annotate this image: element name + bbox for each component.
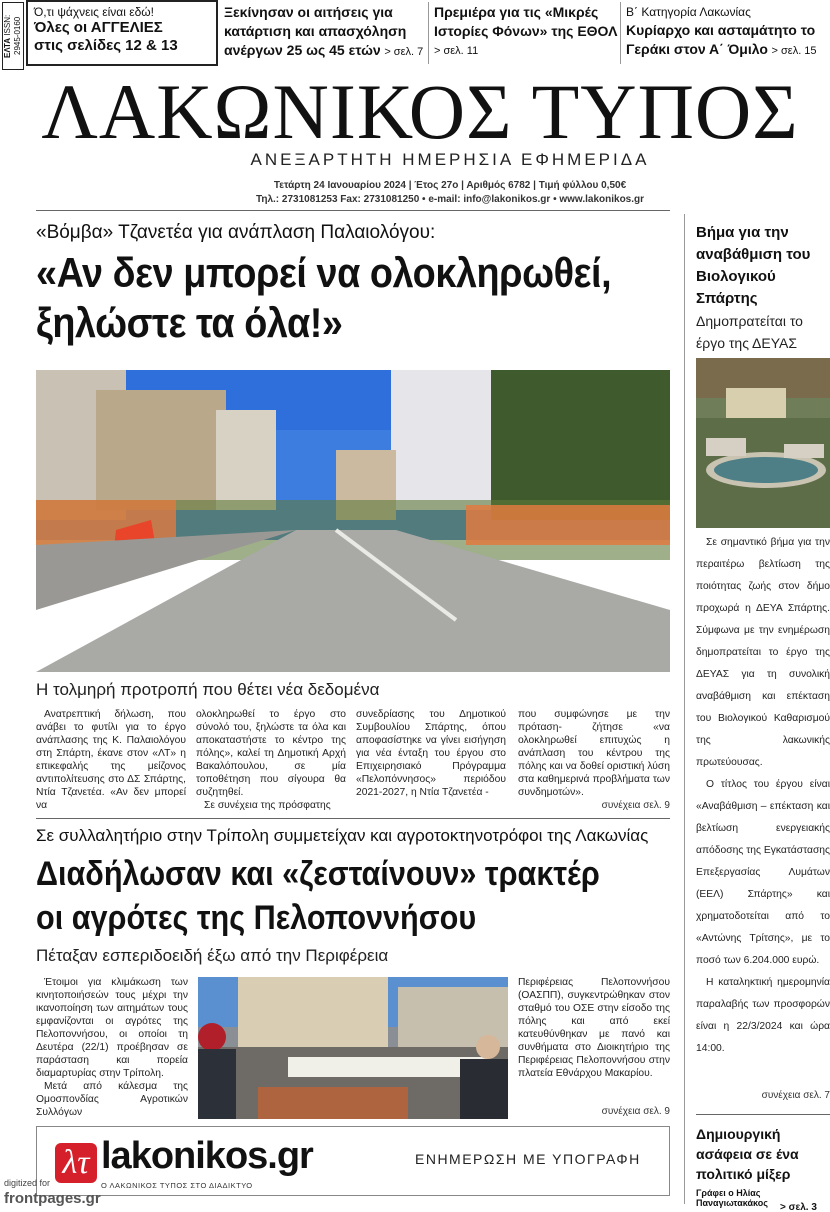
masthead-title: ΛΑΚΩΝΙΚΟΣ ΤΥΠΟΣ — [41, 68, 799, 155]
teaser-ref: > σελ. 7 — [384, 46, 424, 58]
rule — [696, 1114, 830, 1115]
lead-kicker: «Βόμβα» Τζανετέα για ανάπλαση Παλαιολόγου: — [36, 222, 436, 243]
sidebar-text-3: Η καταληκτική ημερομηνία παραλαβής των προσφορών είναι η 22/3/2024 και ώρα 14:00. — [696, 977, 830, 1054]
teaser-premiere[interactable] — [434, 3, 618, 60]
classifieds-promo[interactable] — [26, 0, 218, 66]
lead-continued[interactable]: συνέχεια σελ. 9 — [601, 800, 670, 811]
source-site: frontpages.gr — [4, 1190, 101, 1207]
rule — [36, 210, 670, 211]
protest-photo — [198, 977, 508, 1119]
teaser-text: Πρεμιέρα για τις «Μικρές Ιστορίες Φόνων» της ΕΘΟΛ — [434, 4, 618, 39]
sidebar-divider — [684, 214, 685, 1204]
teaser-football[interactable] — [626, 3, 830, 60]
sidebar-continued[interactable]: συνέχεια σελ. 7 — [761, 1090, 830, 1101]
teaser-text: Ξεκίνησαν οι αιτήσεις για κατάρτιση και απασχόληση ανέργων 25 ως 45 ετών — [224, 4, 407, 58]
lead-caption: Η τολμηρή προτροπή που θέτει νέα δεδομένα — [36, 680, 380, 699]
lead-text-1: Ανατρεπτική δήλωση, που ανάβει το φυτίλι για το έργο ανάπλασης της Κ. Παλαιολόγου στη Σπάρτη, έκανε στον «ΛΤ» η επικεφαλής της μείζονος αντιπολίτευσης στο ΔΣ Σπάρτης, Ντία Τζανετέα. «Αν δεν μπορεί να — [36, 709, 186, 811]
lead-headline[interactable]: «Αν δεν μπορεί να ολοκληρωθεί, ξηλώστε τα όλα!» — [36, 249, 612, 346]
lead-column-4 — [518, 708, 670, 812]
farmers-column-2 — [518, 976, 670, 1080]
rule — [36, 818, 670, 819]
divider — [428, 2, 429, 64]
lakonikos-logo-icon: λτ — [55, 1143, 97, 1183]
contact-info: Τηλ.: 2731081253 Fax: 2731081250 • e-mail: info@lakonikos.gr • www.lakonikos.gr — [255, 194, 645, 205]
promo-line-1: Ό,τι ψάχνεις είναι εδώ! — [34, 5, 154, 19]
promo-line-3: στις σελίδες 12 & 13 — [34, 37, 178, 54]
digitized-label: digitized for — [4, 1178, 51, 1188]
farmers-column-1 — [36, 976, 188, 1119]
teaser-ref: > σελ. 15 — [771, 45, 817, 57]
farmers-kicker: Σε συλλαλητήριο στην Τρίπολη συμμετείχαν και αγροτοκτηνοτρόφοι της Λακωνίας — [36, 826, 649, 845]
promo-line-2: Όλες οι ΑΓΓΕΛΙΕΣ — [34, 19, 163, 36]
farmers-text-1a: Έτοιμοι για κλιμάκωση των κινητοποιήσεών τους μέχρι την ικανοποίηση των αιτημάτων τους εμφανίζονται οι αγρότες της Πελοποννήσου, οι οποίοι τη Δευτέρα (22/1) προέβησαν σε παράσταση και πορεία διαμαρτυρίας στην Τρίπολη. — [36, 977, 188, 1079]
opinion-ref[interactable]: > σελ. 3 — [780, 1202, 817, 1212]
divider — [620, 2, 621, 64]
farmers-text-2: Περιφέρειας Πελοποννήσου (ΟΑΣΠΠ), συγκεντρώθηκαν στον σταθμό του ΟΣΕ στην είσοδο της πόλης και από εκεί κατευθύνθηκαν με πανό και συνθήματα στο Διοικητήριο της Περιφέρειας Πελοποννήσου στην πλατεία Εθνάρχου Μακαρίου. — [518, 977, 670, 1079]
sidebar-body — [696, 532, 830, 1060]
masthead-subtitle: ΑΝΕΞΑΡΤΗΤΗ ΗΜΕΡΗΣΙΑ ΕΦΗΜΕΡΙΔΑ — [250, 150, 650, 169]
farmers-subhead: Πέταξαν εσπεριδοειδή έξω από την Περιφέρεια — [36, 946, 389, 965]
treatment-plant-photo — [696, 358, 830, 528]
lead-column-2 — [196, 708, 346, 812]
lead-text-3: συνεδρίασης του Δημοτικού Συμβουλίου Σπάρτης, όπου αποφασίστηκε να γίνει εισήγηση για νέα ένταξη του έργου στο Επιχειρησιακό Πρόγραμμα «Πελοπόννησος» περιόδου 2021-2027, η Ντία Τζανετέα - — [356, 709, 506, 798]
farmers-headline[interactable]: Διαδήλωσαν και «ζεσταίνουν» τρακτέρ οι αγρότες της Πελοποννήσου — [36, 855, 600, 937]
lead-text-2b: Σε συνέχεια της πρόσφατης — [204, 800, 331, 811]
issn-number: ISSN: 2945-0160 — [3, 14, 22, 56]
banner-cta: ΕΝΗΜΕΡΩΣΗ ΜΕ ΥΠΟΓΡΑΦΗ — [415, 1151, 641, 1167]
elta-label: ΕΛΤΑ — [3, 37, 12, 58]
teaser-unemployed[interactable] — [224, 3, 424, 61]
lead-text-2: ολοκληρωθεί το έργο στο σύνολό του, ξηλώστε τα όλα και αποκαταστήστε το κέντρο της πόλης», καλεί τη Δημοτική Αρχή Βακαλόπουλου, σε μία τοποθέτηση που σίγουρα θα συζητηθεί. — [196, 709, 346, 798]
teaser-text: Κυρίαρχο και ασταμάτητο το Γεράκι στον Α΄ Όμιλο — [626, 22, 816, 57]
lead-column-1 — [36, 708, 186, 812]
banner-logo-tagline: Ο ΛΑΚΩΝΙΚΟΣ ΤΥΠΟΣ ΣΤΟ ΔΙΑΔΙΚΤΥΟ — [101, 1181, 253, 1190]
teaser-kicker: Β΄ Κατηγορία Λακωνίας — [626, 5, 751, 19]
teaser-ref: > σελ. 11 — [434, 45, 479, 57]
website-banner[interactable] — [36, 1126, 670, 1196]
opinion-byline: Γράφει ο Ηλίας Παναγιωτακάκος — [696, 1188, 768, 1208]
farmers-text-1b: Μετά από κάλεσμα της Ομοσπονδίας Αγροτικών Συλλόγων — [36, 1081, 188, 1118]
sidebar-text-1: Σε σημαντικό βήμα για την περαιτέρω βελτίωση της ποιότητας ζωής στον δήμο προχωρά η ΔΕΥΑ Σπάρτης. Σύμφωνα με την ενημέρωση δημοπρατείται το έργο της ΔΕΥΑΣ για τη συνολική αναβάθμιση και επέκταση του Βιολογικού Καθαρισμού της λακωνικής πρωτεύουσας. — [696, 537, 830, 768]
opinion-headline[interactable]: Δημιουργική ασάφεια σε ένα πολιτικό μίξερ — [696, 1126, 799, 1182]
sidebar-headline[interactable]: Βήμα για την αναβάθμιση του Βιολογικού Σπάρτης — [696, 224, 811, 307]
sidebar-subhead: Δημοπρατείται το έργο της ΔΕΥΑΣ — [696, 313, 803, 351]
sidebar-text-2: Ο τίτλος του έργου είναι «Αναβάθμιση – επέκταση και βελτίωση ενεργειακής απόδοσης της Εγκατάστασης Επεξεργασίας Λυμάτων (ΕΕΛ) Σπάρτης» και χρηματοδοτείται από το «Αντώνης Τρίτσης», με το ποσό των 6.204.000 ευρώ. — [696, 779, 830, 966]
farmers-continued[interactable]: συνέχεια σελ. 9 — [601, 1106, 670, 1117]
lead-column-3 — [356, 708, 506, 799]
lead-text-4: που συμφώνησε με την πρόταση- ζήτησε «να ολοκληρωθεί επιτυχώς η ανάπλαση του κέντρου της πόλης και να δοθεί οριστική λύση στα καθημερινά προβλήματα των συνδημοτών». — [518, 709, 670, 798]
banner-logo-text: lakonikos.gr — [101, 1135, 313, 1177]
issn-box — [2, 2, 24, 70]
issue-info: Τετάρτη 24 Ιανουαρίου 2024 | Έτος 27ο | Αριθμός 6782 | Τιμή φύλλου 0,50€ — [273, 180, 627, 191]
street-photo — [36, 370, 670, 672]
